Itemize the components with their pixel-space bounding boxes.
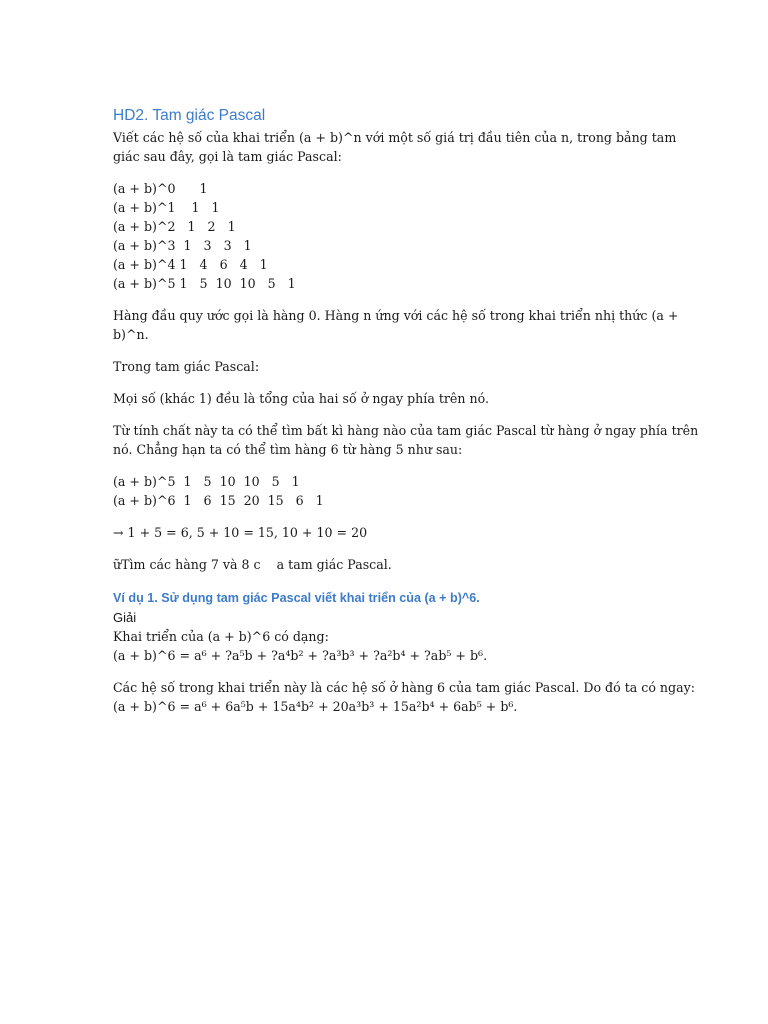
- rows-5-6-block: [113, 472, 673, 510]
- exercise-paragraph: ữTìm các hàng 7 và 8 c a tam giác Pascal.: [113, 557, 392, 572]
- document-page: [113, 104, 699, 716]
- row-note-line: Hàng đầu quy ước gọi là hàng 0. Hàng n ứng với các hệ số trong khai triển nhị thức (a +: [113, 308, 679, 323]
- conclusion-line: Các hệ số trong khai triển này là các hệ số ở hàng 6 của tam giác Pascal. Do đó ta có ngay:: [113, 680, 695, 695]
- derive-line: nó. Chẳng hạn ta có thể tìm hàng 6 từ hàng 5 như sau:: [113, 442, 463, 457]
- property-paragraph: Mọi số (khác 1) đều là tổng của hai số ở ngay phía trên nó.: [113, 391, 489, 406]
- intro-line: Viết các hệ số của khai triển (a + b)^n với một số giá trị đầu tiên của n, trong bảng tam: [113, 130, 677, 145]
- example-title: Ví dụ 1. Sử dụng tam giác Pascal viết khai triển của (a + b)^6.: [113, 591, 480, 605]
- triangle-row-4: (a + b)^4 1 4 6 4 1: [113, 257, 268, 272]
- solution-formula: (a + b)^6 = a⁶ + ?a⁵b + ?a⁴b² + ?a³b³ + ?a²b⁴ + ?ab⁵ + b⁶.: [113, 648, 488, 663]
- row-note-paragraph: [113, 306, 679, 344]
- in-triangle-paragraph: Trong tam giác Pascal:: [113, 359, 260, 374]
- pascal-triangle-block: [113, 179, 673, 293]
- conclusion-formula: (a + b)^6 = a⁶ + 6a⁵b + 15a⁴b² + 20a³b³ + 15a²b⁴ + 6ab⁵ + b⁶.: [113, 699, 518, 714]
- triangle-row-1: (a + b)^1 1 1: [113, 200, 220, 215]
- section-heading: HD2. Tam giác Pascal: [113, 107, 266, 124]
- solution-label: Giải: [113, 610, 137, 625]
- triangle-row-0: (a + b)^0 1: [113, 181, 208, 196]
- row-note-line: b)^n.: [113, 327, 149, 342]
- derive-paragraph: [113, 421, 699, 459]
- row-5: (a + b)^5 1 5 10 10 5 1: [113, 474, 300, 489]
- triangle-row-2: (a + b)^2 1 2 1: [113, 219, 236, 234]
- derive-line: Từ tính chất này ta có thể tìm bất kì hàng nào của tam giác Pascal từ hàng ở ngay phía trên: [113, 423, 699, 438]
- triangle-row-5: (a + b)^5 1 5 10 10 5 1: [113, 276, 296, 291]
- sums-paragraph: → 1 + 5 = 6, 5 + 10 = 15, 10 + 10 = 20: [113, 525, 368, 540]
- solution-line: Khai triển của (a + b)^6 có dạng:: [113, 629, 329, 644]
- row-6: (a + b)^6 1 6 15 20 15 6 1: [113, 493, 324, 508]
- intro-paragraph: [113, 128, 677, 166]
- intro-line: giác sau đây, gọi là tam giác Pascal:: [113, 149, 342, 164]
- triangle-row-3: (a + b)^3 1 3 3 1: [113, 238, 252, 253]
